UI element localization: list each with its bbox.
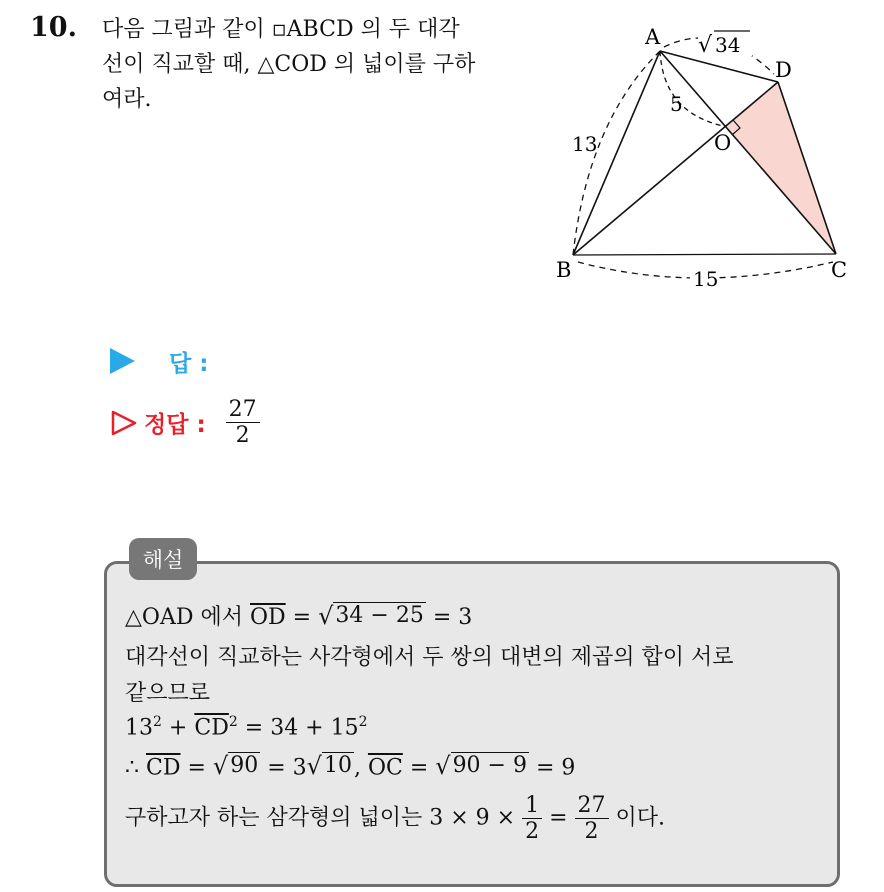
question-line-2: 선이 직교할 때, △COD 의 넓이를 구하 <box>102 52 476 77</box>
correct-answer-row <box>110 398 260 447</box>
rhs-34-15: = 34 + 15 <box>244 715 359 741</box>
play-solid-icon <box>110 348 135 374</box>
answer-label: 답 : <box>169 350 209 377</box>
radicand-90: 90 <box>230 753 259 778</box>
question-number: 10. <box>30 12 77 43</box>
fraction-27-2 <box>575 794 609 843</box>
point-o: O <box>714 131 732 155</box>
half-denominator: 2 <box>525 819 540 845</box>
play-outline-icon <box>110 409 138 437</box>
area-text: 구하고자 하는 삼각형의 넓이는 3 × 9 × <box>125 805 516 831</box>
equals-final: = <box>549 805 568 831</box>
side-bc <box>573 254 836 255</box>
length-ab: 13 <box>572 132 598 156</box>
segment-cd: $\overline{CD}$ <box>194 715 229 741</box>
radical-sign: √ <box>698 33 713 58</box>
oc-result: = 9 <box>535 755 576 781</box>
sqrt-34-25: √ 34 − 25 <box>318 602 424 630</box>
radicand-10: 10 <box>323 753 352 778</box>
explanation-line-1 <box>125 600 472 631</box>
question-line-1: 다음 그림과 같이 ▫ABCD 의 두 대각 <box>102 17 460 42</box>
correct-numerator: 27 <box>226 398 260 423</box>
exp-13: 2 <box>153 714 162 730</box>
explanation-line-6 <box>125 794 665 843</box>
explanation-line-4 <box>125 714 368 740</box>
length-bc: 15 <box>693 267 719 291</box>
equals-3: = 3 <box>267 755 307 781</box>
plus-sign: + <box>168 715 188 741</box>
point-a: A <box>645 25 661 49</box>
final-denominator: 2 <box>584 819 599 845</box>
exp-cd: 2 <box>228 714 238 730</box>
point-c: C <box>831 258 848 282</box>
segment-oc: $\overline{OC}$ <box>367 755 403 781</box>
radicand-34-25: 34 − 25 <box>335 602 424 628</box>
segment-cd-2: $\overline{CD}$ <box>146 755 181 781</box>
oad-prefix: △OAD 에서 <box>125 605 243 630</box>
triangle-cod-fill <box>725 82 836 254</box>
correct-fraction <box>226 398 260 447</box>
point-b: B <box>556 258 572 282</box>
explanation-line-3: 같으므로 <box>125 681 211 706</box>
equals-1: = <box>187 755 206 781</box>
point-d: D <box>775 58 792 82</box>
quadrilateral-figure <box>548 22 858 296</box>
comma: , <box>353 755 361 781</box>
sqrt-10: √ 10 <box>306 752 352 781</box>
therefore-sign: ∴ <box>125 755 139 781</box>
od-result: = 3 <box>432 605 473 630</box>
half-numerator: 1 <box>522 794 542 819</box>
length-ao: 5 <box>670 92 683 116</box>
radicand-90-9: 90 − 9 <box>452 753 527 778</box>
length-ad-radicand: 34 <box>715 33 741 57</box>
value-13: 13 <box>125 715 153 741</box>
correct-label: 정답 : <box>144 412 206 439</box>
explanation-tag: 해설 <box>129 538 197 580</box>
exp-15: 2 <box>358 714 368 730</box>
final-numerator: 27 <box>575 794 609 819</box>
segment-od: $\overline{OD}$ <box>249 605 286 630</box>
question-line-3: 여라. <box>102 87 152 112</box>
sqrt-90: √ 90 <box>212 752 259 781</box>
equals-2: = <box>409 755 429 781</box>
correct-denominator: 2 <box>235 423 250 449</box>
sentence-end: 이다. <box>615 805 666 831</box>
figure-svg <box>548 22 858 292</box>
question-text <box>102 12 532 117</box>
explanation-line-2: 대각선이 직교하는 사각형에서 두 쌍의 대변의 제곱의 합이 서로 <box>125 645 734 670</box>
explanation-line-5 <box>125 752 575 780</box>
answer-row <box>110 344 208 378</box>
diagonal-ac <box>660 51 836 254</box>
fraction-one-half <box>522 794 542 843</box>
sqrt-90-9: √ 90 − 9 <box>435 752 527 781</box>
equals-sign: = <box>292 605 312 630</box>
